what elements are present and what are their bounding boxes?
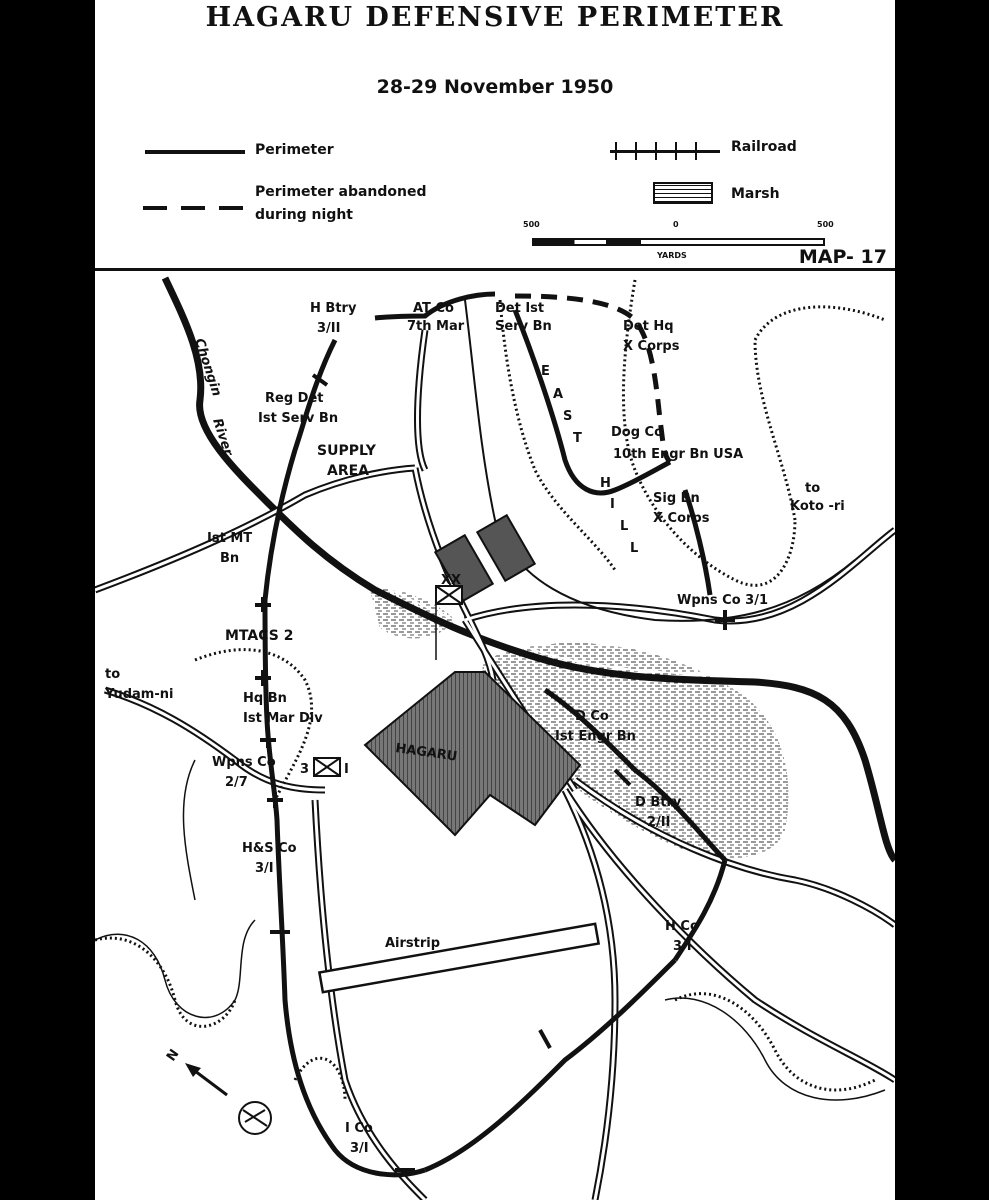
label-unit-1: I xyxy=(344,762,349,777)
label-h-btry-2: 3/II xyxy=(317,321,341,336)
label-reg-det-1: Reg Det xyxy=(265,391,324,406)
label-sig-bn-1: Sig Bn xyxy=(653,491,700,506)
label-airstrip: Airstrip xyxy=(385,936,441,951)
label-mt-bn-2: Bn xyxy=(220,551,240,566)
label-koto-2: Koto -ri xyxy=(790,499,845,514)
legend-railroad-label: Railroad xyxy=(731,139,797,155)
label-hagaru: HAGARU xyxy=(394,741,459,765)
label-at-co-1: AT Co xyxy=(413,301,454,316)
label-hill-h: H xyxy=(600,476,611,491)
label-sig-bn-2: X Corps xyxy=(653,511,710,526)
scale-right-label: 500 xyxy=(817,220,834,229)
map-canvas xyxy=(95,0,895,1200)
scale-left-label: 500 xyxy=(523,220,540,229)
label-hq-bn-1: Hq Bn xyxy=(243,691,287,706)
label-hs-co-2: 3/I xyxy=(255,861,274,876)
label-east-s: S xyxy=(563,409,573,424)
label-unit-3: 3 xyxy=(300,762,310,777)
map-id: MAP- 17 xyxy=(798,246,887,268)
label-hill-l2: L xyxy=(630,541,639,556)
label-river-1: Chongin xyxy=(191,336,225,399)
chongin-river-bank xyxy=(171,278,757,676)
map-sheet xyxy=(95,0,895,1200)
label-hill-i: I xyxy=(610,497,615,512)
label-reg-det-2: Ist Serv Bn xyxy=(258,411,339,426)
label-d-btry-2: 2/II xyxy=(647,815,671,830)
label-dog-co-2: 10th Engr Bn USA xyxy=(613,447,744,462)
label-east-t: T xyxy=(573,431,582,446)
label-det-hq-1: Det Hq xyxy=(623,319,674,334)
label-i-co-1: I Co xyxy=(345,1121,373,1136)
legend-abandoned-label-1: Perimeter abandoned xyxy=(255,184,427,200)
label-h-co-2: 3/I xyxy=(673,939,692,954)
label-mt-bn-1: Ist MT xyxy=(207,531,253,546)
label-hq-bn-2: Ist Mar Div xyxy=(243,711,323,726)
label-det-serv-1: Det Ist xyxy=(495,301,545,316)
hq-symbol-battalion xyxy=(314,758,340,776)
label-i-co-2: 3/I xyxy=(350,1141,369,1156)
label-h-btry-1: H Btry xyxy=(310,301,357,316)
label-dog-co-1: Dog Co xyxy=(611,425,664,440)
label-wpns-31: Wpns Co 3/1 xyxy=(677,593,768,608)
label-supply-1: SUPPLY xyxy=(317,443,376,459)
legend-perimeter-label: Perimeter xyxy=(255,142,334,158)
label-mtacs: MTACS 2 xyxy=(225,628,294,644)
label-det-hq-2: X Corps xyxy=(623,339,680,354)
label-d-co-1: D Co xyxy=(575,709,609,724)
label-hs-co-1: H&S Co xyxy=(242,841,297,856)
label-yudam-1: to xyxy=(105,667,121,682)
scale-mid-label: 0 xyxy=(673,220,679,229)
label-koto-1: to xyxy=(805,481,821,496)
airstrip-runway xyxy=(319,924,598,992)
label-h-co-1: H Co xyxy=(665,919,699,934)
label-east-a: A xyxy=(553,387,564,402)
label-unit-xx: XX xyxy=(441,573,462,588)
label-at-co-2: 7th Mar xyxy=(407,319,465,334)
label-wpns-27-2: 2/7 xyxy=(225,775,248,790)
label-supply-2: AREA xyxy=(327,463,370,479)
label-north: N xyxy=(163,1046,183,1065)
north-arrow xyxy=(185,1063,271,1134)
label-hill-l1: L xyxy=(620,519,629,534)
label-wpns-27-1: Wpns Co xyxy=(212,755,276,770)
map-title: HAGARU DEFENSIVE PERIMETER xyxy=(205,2,785,33)
label-d-co-2: Ist Engr Bn xyxy=(555,729,636,744)
legend-abandoned-label-2: during night xyxy=(255,207,353,223)
label-d-btry-1: D Btry xyxy=(635,795,682,810)
label-yudam-2: Yudam-ni xyxy=(105,687,174,702)
map-date: 28-29 November 1950 xyxy=(376,76,614,98)
label-det-serv-2: Serv Bn xyxy=(495,319,552,334)
legend-marsh-label: Marsh xyxy=(731,186,780,202)
label-river-2: River xyxy=(209,416,236,458)
scale-unit-label: YARDS xyxy=(657,251,687,260)
label-east-e: E xyxy=(541,364,550,379)
